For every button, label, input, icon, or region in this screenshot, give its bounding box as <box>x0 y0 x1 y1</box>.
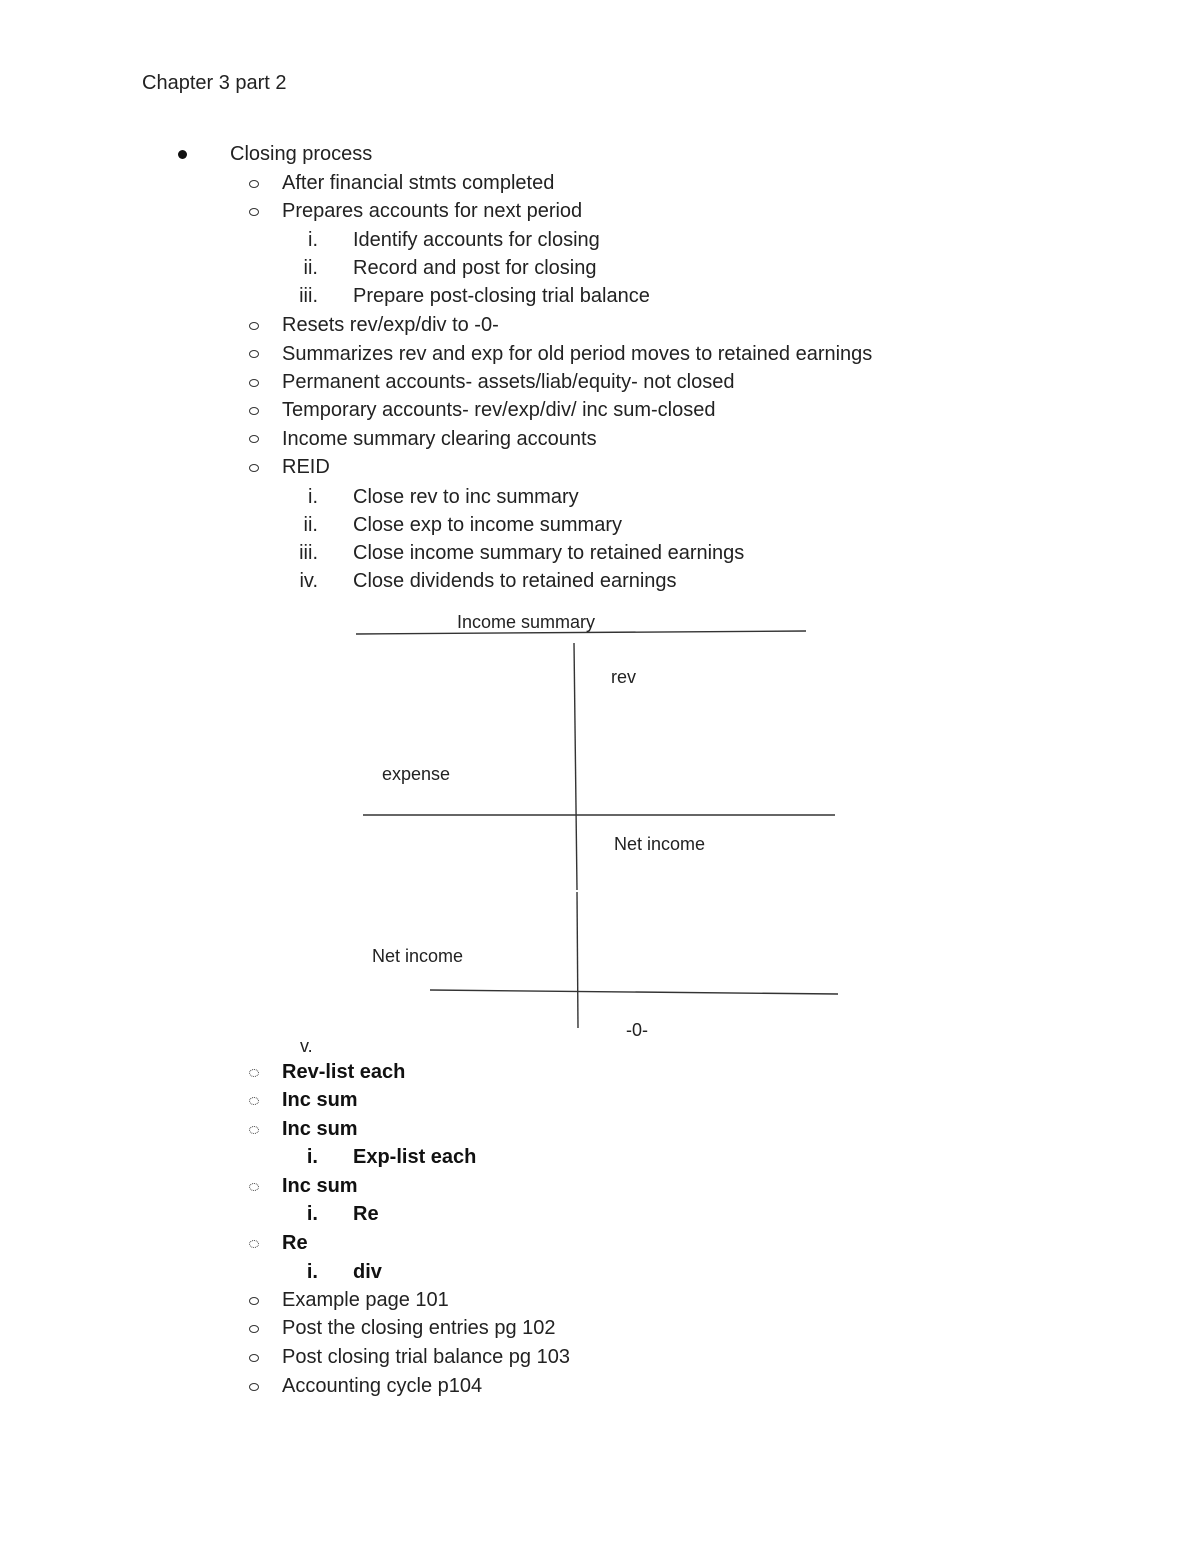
roman-numeral: ii. <box>303 514 318 536</box>
dotted-circle-bullet-icon <box>249 1240 259 1248</box>
list-item: Close dividends to retained earnings <box>353 570 677 592</box>
list-item: Post closing trial balance pg 103 <box>282 1346 570 1368</box>
dotted-circle-bullet-icon <box>249 1069 259 1077</box>
list-item: Prepares accounts for next period <box>282 200 583 222</box>
hollow-circle-bullet-icon <box>249 1354 259 1362</box>
bold-list-item: Re <box>353 1203 379 1225</box>
bold-list-item: div <box>353 1261 382 1283</box>
diagram-net-income-left: Net income <box>372 946 464 966</box>
bold-list-item: Inc sum <box>282 1089 358 1111</box>
list-item: Identify accounts for closing <box>353 229 600 251</box>
dotted-circle-bullet-icon <box>249 1097 259 1105</box>
list-item: Example page 101 <box>282 1289 449 1311</box>
roman-numeral: i. <box>306 1203 318 1225</box>
diagram-title: Income summary <box>457 612 596 632</box>
list-item: Accounting cycle p104 <box>282 1375 483 1397</box>
list-item: Close rev to inc summary <box>353 486 579 508</box>
diagram-expense-label: expense <box>382 764 451 784</box>
hollow-circle-bullet-icon <box>249 1383 259 1391</box>
list-item: Summarizes rev and exp for old period moves to retained earnings <box>282 343 873 365</box>
roman-numeral: i. <box>306 1261 318 1283</box>
roman-numeral: ii. <box>303 257 318 279</box>
bold-list-item: Inc sum <box>282 1118 358 1140</box>
list-item: Prepare post-closing trial balance <box>353 285 650 307</box>
list-item: Close exp to income summary <box>353 514 622 536</box>
t-account-vertical-line-lower <box>577 892 578 1028</box>
roman-numeral: i. <box>306 1146 318 1168</box>
bold-list-item: Inc sum <box>282 1175 358 1197</box>
list-item: After financial stmts completed <box>282 172 555 194</box>
roman-numeral: v. <box>300 1036 313 1056</box>
dotted-circle-bullet-icon <box>249 1126 259 1134</box>
list-item: Post the closing entries pg 102 <box>282 1317 556 1339</box>
roman-numeral: i. <box>308 229 318 251</box>
t-account-bottom-line <box>430 990 838 994</box>
roman-numeral: iii. <box>299 542 318 564</box>
bold-list-item: Re <box>282 1232 308 1254</box>
page-title: Chapter 3 part 2 <box>142 72 287 94</box>
list-item: Resets rev/exp/div to -0- <box>282 314 499 336</box>
list-item: Close income summary to retained earnings <box>353 542 745 564</box>
roman-numeral: iv. <box>299 570 318 592</box>
closing-process-heading: Closing process <box>230 143 373 165</box>
diagram-net-income-right: Net income <box>614 834 706 854</box>
list-item: Permanent accounts- assets/liab/equity- not closed <box>282 371 735 393</box>
roman-numeral: i. <box>308 486 318 508</box>
list-item: Temporary accounts- rev/exp/div/ inc sum-closed <box>282 399 716 421</box>
hollow-circle-bullet-icon <box>249 1297 259 1305</box>
list-item: Income summary clearing accounts <box>282 428 597 450</box>
roman-numeral: iii. <box>299 285 318 307</box>
list-item: Record and post for closing <box>353 257 597 279</box>
t-account-vertical-line-upper <box>574 643 577 890</box>
list-item: REID <box>282 456 330 478</box>
diagram-zero-label: -0- <box>626 1020 648 1040</box>
dotted-circle-bullet-icon <box>249 1183 259 1191</box>
bold-list-item: Exp-list each <box>353 1146 477 1168</box>
hollow-circle-bullet-icon <box>249 1325 259 1333</box>
bold-list-item: Rev-list each <box>282 1061 406 1083</box>
diagram-rev-label: rev <box>611 667 637 687</box>
